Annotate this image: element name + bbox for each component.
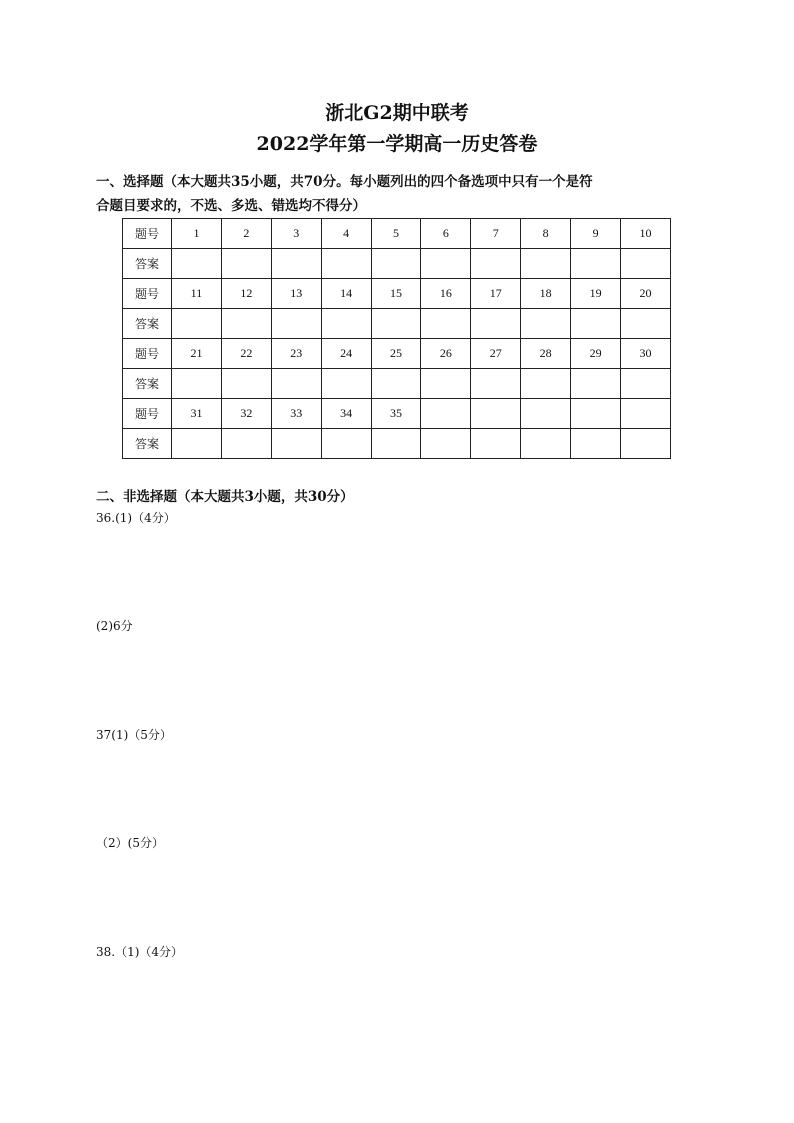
question-number-cell: 12 [221, 279, 271, 309]
answer-cell[interactable] [471, 429, 521, 459]
answer-cell[interactable] [521, 249, 571, 279]
answer-cell[interactable] [371, 429, 421, 459]
answer-row [123, 309, 671, 339]
row-label-answer: 答案 [123, 249, 172, 279]
answer-cell[interactable] [571, 429, 621, 459]
answer-cell[interactable] [172, 429, 222, 459]
question-36-part-2-label: (2)6分 [96, 619, 133, 633]
question-number-cell: 19 [571, 279, 621, 309]
question-number-cell: 32 [221, 399, 271, 429]
answer-cell[interactable] [221, 429, 271, 459]
answer-cell[interactable] [321, 429, 371, 459]
answer-cell[interactable] [471, 369, 521, 399]
answer-cell[interactable] [421, 369, 471, 399]
question-36-part-1-label: 36.(1)（4分） [96, 511, 176, 525]
question-number-cell: 9 [571, 219, 621, 249]
answer-cell[interactable] [172, 369, 222, 399]
question-number-cell [421, 399, 471, 429]
question-number-cell: 25 [371, 339, 421, 369]
question-number-cell: 16 [421, 279, 471, 309]
question-number-cell: 2 [221, 219, 271, 249]
row-label-number: 题号 [123, 219, 172, 249]
answer-cell[interactable] [221, 309, 271, 339]
question-number-cell: 11 [172, 279, 222, 309]
question-number-cell [621, 399, 671, 429]
question-number-cell: 3 [271, 219, 321, 249]
answer-cell[interactable] [421, 429, 471, 459]
question-number-cell: 5 [371, 219, 421, 249]
question-number-cell: 7 [471, 219, 521, 249]
question-number-cell: 18 [521, 279, 571, 309]
answer-cell[interactable] [471, 249, 521, 279]
question-number-cell: 28 [521, 339, 571, 369]
row-label-number: 题号 [123, 279, 172, 309]
question-number-row [123, 219, 671, 249]
answer-cell[interactable] [271, 429, 321, 459]
answer-cell[interactable] [321, 309, 371, 339]
answer-cell[interactable] [172, 309, 222, 339]
question-number-cell: 10 [621, 219, 671, 249]
section-1-heading-continued: 合题目要求的，不选、多选、错选均不得分） [96, 198, 366, 214]
document-subtitle: 2022学年第一学期高一历史答卷 [256, 133, 538, 155]
section-1-heading: 一、选择题（本大题共35小题，共70分。每小题列出的四个备选项中只有一个是符 [96, 174, 593, 190]
question-number-cell: 35 [371, 399, 421, 429]
question-number-cell: 13 [271, 279, 321, 309]
question-number-cell: 20 [621, 279, 671, 309]
answer-cell[interactable] [321, 249, 371, 279]
answer-cell[interactable] [221, 249, 271, 279]
section-2-heading: 二、非选择题（本大题共3小题，共30分） [96, 489, 354, 505]
answer-cell[interactable] [371, 309, 421, 339]
question-number-cell: 24 [321, 339, 371, 369]
question-number-cell: 22 [221, 339, 271, 369]
answer-cell[interactable] [221, 369, 271, 399]
question-number-cell: 33 [271, 399, 321, 429]
question-number-cell: 21 [172, 339, 222, 369]
question-number-row [123, 399, 671, 429]
question-number-cell [471, 399, 521, 429]
question-38-part-1-label: 38.（1)（4分） [96, 945, 184, 959]
answer-cell[interactable] [271, 369, 321, 399]
question-number-cell: 4 [321, 219, 371, 249]
answer-cell[interactable] [421, 309, 471, 339]
question-number-cell: 34 [321, 399, 371, 429]
answer-cell[interactable] [621, 249, 671, 279]
question-37-part-1-label: 37(1)（5分） [96, 728, 172, 742]
question-number-cell: 26 [421, 339, 471, 369]
answer-cell[interactable] [571, 309, 621, 339]
question-number-row [123, 279, 671, 309]
question-number-cell: 14 [321, 279, 371, 309]
answer-cell[interactable] [471, 309, 521, 339]
question-number-cell: 31 [172, 399, 222, 429]
answer-cell[interactable] [271, 309, 321, 339]
question-number-cell: 29 [571, 339, 621, 369]
question-37-part-2-label: （2）(5分） [96, 836, 164, 850]
answer-cell[interactable] [521, 429, 571, 459]
question-number-cell: 27 [471, 339, 521, 369]
row-label-number: 题号 [123, 339, 172, 369]
question-number-cell: 30 [621, 339, 671, 369]
question-number-cell [571, 399, 621, 429]
answer-grid-table [122, 218, 671, 459]
question-number-row [123, 339, 671, 369]
row-label-number: 题号 [123, 399, 172, 429]
answer-cell[interactable] [172, 249, 222, 279]
answer-cell[interactable] [571, 369, 621, 399]
document-title: 浙北G2期中联考 [325, 102, 469, 124]
question-number-cell [521, 399, 571, 429]
answer-cell[interactable] [271, 249, 321, 279]
question-number-cell: 15 [371, 279, 421, 309]
answer-cell[interactable] [571, 249, 621, 279]
answer-cell[interactable] [371, 249, 421, 279]
question-number-cell: 8 [521, 219, 571, 249]
answer-cell[interactable] [371, 369, 421, 399]
answer-cell[interactable] [621, 369, 671, 399]
question-number-cell: 1 [172, 219, 222, 249]
answer-cell[interactable] [621, 429, 671, 459]
row-label-answer: 答案 [123, 429, 172, 459]
question-number-cell: 6 [421, 219, 471, 249]
row-label-answer: 答案 [123, 369, 172, 399]
answer-row [123, 369, 671, 399]
answer-cell[interactable] [321, 369, 371, 399]
answer-row [123, 249, 671, 279]
row-label-answer: 答案 [123, 309, 172, 339]
answer-cell[interactable] [421, 249, 471, 279]
question-number-cell: 17 [471, 279, 521, 309]
question-number-cell: 23 [271, 339, 321, 369]
answer-cell[interactable] [521, 309, 571, 339]
answer-cell[interactable] [621, 309, 671, 339]
answer-row [123, 429, 671, 459]
answer-cell[interactable] [521, 369, 571, 399]
